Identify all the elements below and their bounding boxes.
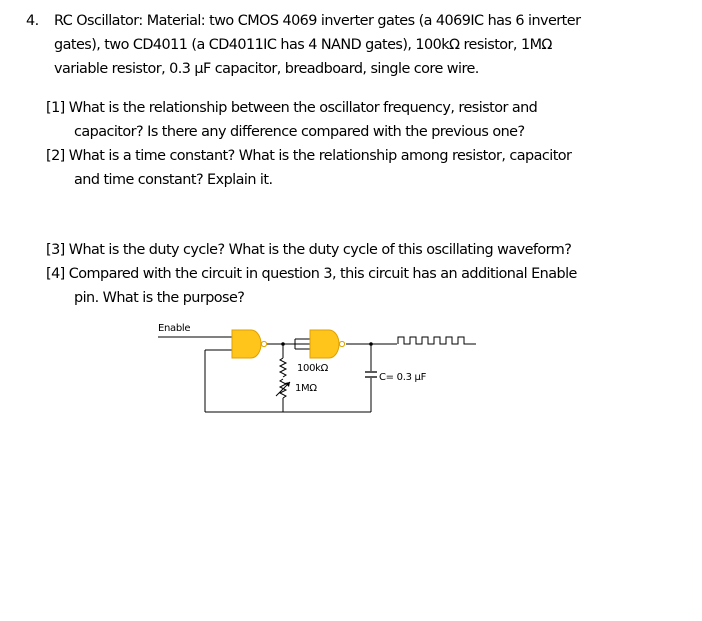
resistor-100k-symbol [280,358,286,377]
question-number: 4. [26,13,39,29]
variable-resistor-1m-label: 1MΩ [295,383,317,394]
square-wave-icon [398,337,476,344]
junction-dot-capacitor [369,342,373,346]
nand-gate-1 [232,330,261,358]
capacitor-label: C= 0.3 μF [379,372,427,383]
subquestion-2-line-2: and time constant? Explain it. [74,172,273,188]
resistor-100k-label: 100kΩ [297,363,329,374]
rc-oscillator-circuit-diagram [150,318,490,422]
junction-dot-resistor [281,342,285,346]
subquestion-4-line-2: pin. What is the purpose? [74,290,245,306]
intro-line-1: RC Oscillator: Material: two CMOS 4069 inverter gates (a 4069IC has 6 inverter [54,13,581,29]
nand-gate-2-bubble [339,341,344,346]
nand-gate-2 [310,330,339,358]
intro-line-3: variable resistor, 0.3 μF capacitor, breadboard, single core wire. [54,61,479,77]
subquestion-2-line-1: [2] What is a time constant? What is the relationship among resistor, capacitor [46,148,572,164]
enable-label: Enable [158,323,191,334]
intro-line-2: gates), two CD4011 (a CD4011IC has 4 NAND gates), 100kΩ resistor, 1MΩ [54,37,552,53]
subquestion-3-line-1: [3] What is the duty cycle? What is the duty cycle of this oscillating waveform? [46,242,572,258]
subquestion-1-line-1: [1] What is the relationship between the oscillator frequency, resistor and [46,100,538,116]
subquestion-1-line-2: capacitor? Is there any difference compared with the previous one? [74,124,525,140]
subquestion-4-line-1: [4] Compared with the circuit in question 3, this circuit has an additional Enable [46,266,577,282]
nand-gate-1-bubble [261,341,266,346]
